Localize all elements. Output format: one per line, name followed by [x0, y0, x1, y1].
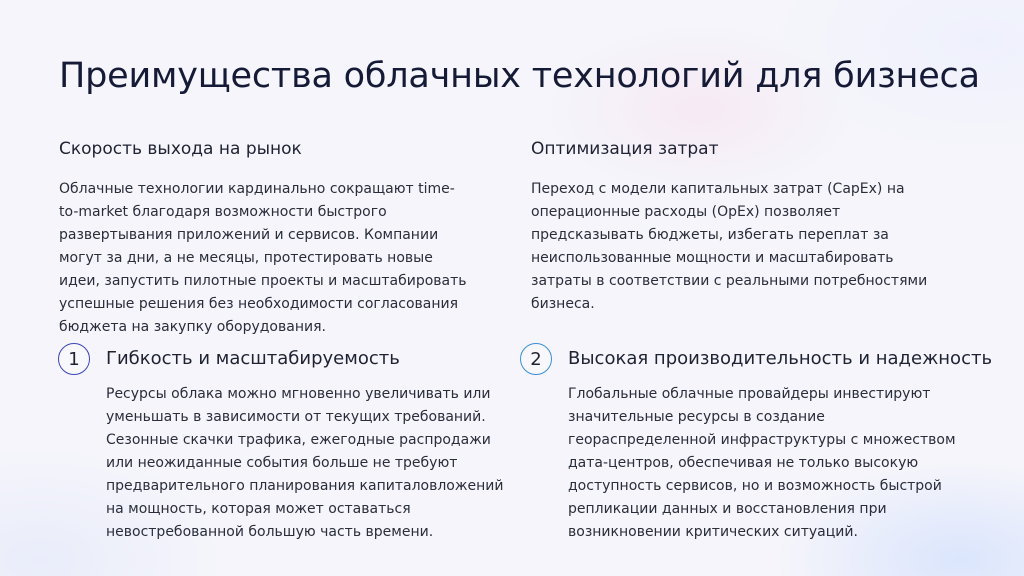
section-body-flexibility: Ресурсы облака можно мгновенно увеличивать или уменьшать в зависимости от текущих требований. Сезонные скачки трафика, ежегодные распродажи или неожиданные события больше не требуют предварительного планирования капиталовложений на мощность, которая может оставаться невостребованной большую часть времени. — [106, 386, 504, 540]
section-heading-time-to-market: Скорость выхода на рынок — [59, 139, 302, 159]
slide-title: Преимущества облачных технологий для бизнеса — [59, 56, 980, 96]
number-badge-2 — [520, 343, 552, 375]
number-badge-1 — [58, 343, 90, 375]
section-heading-cost-optimization: Оптимизация затрат — [531, 139, 719, 159]
section-body-performance: Глобальные облачные провайдеры инвестируют значительные ресурсы в создание георaспределенной инфраструктуры с множеством дата-центров, обеспечивая не только высокую доступность сервисов, но и возможность быстрой репликации данных и восстановления при возникновении критических ситуаций. — [568, 386, 956, 540]
section-heading-flexibility: Гибкость и масштабируемость — [106, 348, 400, 369]
section-body-cost-optimization: Переход с модели капитальных затрат (CapEx) на операционные расходы (OpEx) позволяет предсказывать бюджеты, избегать переплат за неиспользованные мощности и масштабировать затраты в соответствии с реальными потребностями бизнеса. — [531, 181, 928, 312]
section-body-time-to-market: Облачные технологии кардинально сокращают time-to-market благодаря возможности быстрого развертывания приложений и сервисов. Компании могут за дни, а не месяцы, протестировать новые идеи, запустить пилотные проекты и масштабировать успешные решения без необходимости согласования бюджета на закупку оборудования. — [59, 181, 467, 335]
number-badge-1-label: 1 — [68, 348, 80, 370]
section-heading-performance: Высокая производительность и надежность — [568, 348, 993, 369]
number-badge-2-label: 2 — [530, 348, 542, 370]
